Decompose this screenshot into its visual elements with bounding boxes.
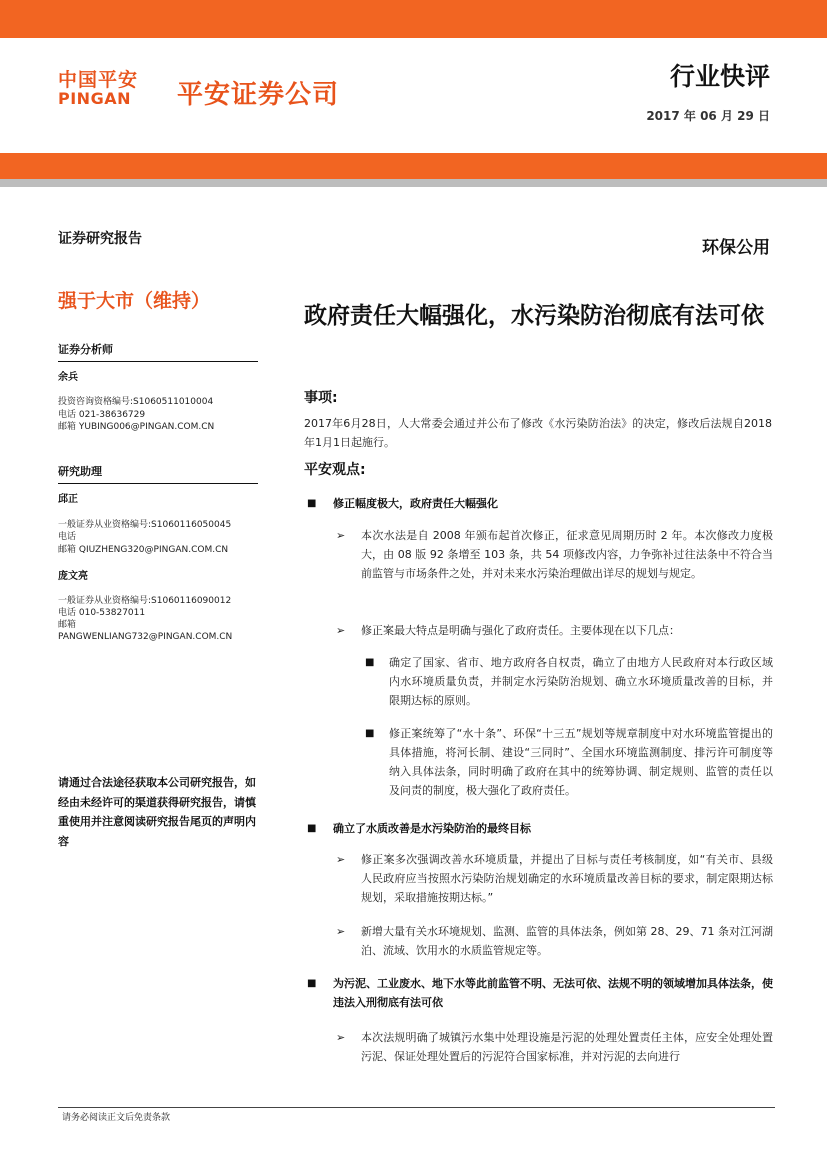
point-text: 修正案多次强调改善水环境质量，并提出了目标与责任考核制度，如“有关市、县级人民政府应当按照水污染防治规划确定的水环境质量改善目标的要求，制定限期达标规划，采取措施按期达标。”	[361, 853, 773, 904]
assistant-cert: 一般证券从业资格编号:S1060116050045	[58, 520, 232, 530]
matter-text: 2017年6月28日，人大常委会通过并公布了修改《水污染防治法》的决定，修改后法规自2018年1月1日起施行。	[304, 417, 772, 449]
analyst-phone: 电话 021-38636729	[58, 410, 146, 420]
square-bullet-icon: ■	[365, 657, 375, 668]
company-name: 平安证券公司	[177, 80, 340, 110]
section-title: 确立了水质改善是水污染防治的最终目标	[333, 822, 531, 835]
view-heading: 平安观点:	[304, 462, 366, 478]
report-date: 2017 年 06 月 29 日	[646, 109, 770, 123]
analyst-cert: 投资咨询资格编号:S1060511010004	[58, 397, 214, 407]
section-title: 为污泥、工业废水、地下水等此前监管不明、无法可依、法规不明的领域增加具体法条，使违法入刑彻底有法可依	[333, 977, 773, 1009]
arrow-bullet-icon: ➢	[336, 853, 346, 866]
square-bullet-icon: ■	[365, 728, 375, 739]
disclaimer: 请通过合法途径获取本公司研究报告，如经由未经许可的渠道获得研究报告，请慎重使用并注意阅读研究报告尾页的声明内容	[58, 776, 256, 848]
subpoint-text: 修正案统筹了“水十条”、环保“十三五”规划等规章制度中对水环境监管提出的具体措施，将河长制、建设“三同时”、全国水环境监测制度、排污许可制度等纳入具体法条，同时明确了政府在其中的统筹协调、制定规则、监管的责任以及问责的制度，极大强化了政府责任。	[389, 727, 773, 797]
arrow-bullet-icon: ➢	[336, 925, 346, 938]
report-type: 行业快评	[669, 62, 770, 91]
logo-english: PINGAN	[58, 89, 131, 108]
square-bullet-icon: ■	[307, 978, 317, 989]
arrow-bullet-icon: ➢	[336, 529, 346, 542]
assistant-email-label: 邮箱	[58, 620, 77, 630]
sector-label: 环保公用	[702, 238, 770, 258]
arrow-bullet-icon: ➢	[336, 1031, 346, 1044]
assistant-phone: 电话	[58, 532, 77, 542]
top-orange-band	[0, 0, 827, 38]
header-gray-bar	[0, 179, 827, 187]
assistant-email: 邮箱 QIUZHENG320@PINGAN.COM.CN	[58, 545, 229, 555]
assistant-cert: 一般证券从业资格编号:S1060116090012	[58, 596, 232, 606]
footer-divider	[58, 1107, 775, 1108]
assistant-heading: 研究助理	[58, 465, 258, 484]
section-title: 修正幅度极大，政府责任大幅强化	[333, 497, 498, 510]
footer-note: 请务必阅读正文后免责条款	[62, 1113, 171, 1123]
assistant-name: 庞文亮	[58, 571, 88, 582]
point-text: 修正案最大特点是明确与强化了政府责任。主要体现在以下几点：	[361, 624, 680, 637]
matter-heading: 事项:	[304, 390, 338, 406]
square-bullet-icon: ■	[307, 498, 317, 509]
report-title: 政府责任大幅强化，水污染防治彻底有法可依	[304, 303, 764, 329]
section-label: 证券研究报告	[58, 231, 142, 247]
point-text: 新增大量有关水环境规划、监测、监管的具体法条，例如第 28、29、71 条对江河湖泊、流域、饮用水的水质监管规定等。	[361, 925, 773, 957]
analyst-name: 余兵	[58, 372, 78, 383]
logo-chinese: 中国平安	[58, 69, 139, 91]
analyst-heading: 证券分析师	[58, 343, 258, 362]
subpoint-text: 确定了国家、省市、地方政府各自权责，确立了由地方人民政府对本行政区域内水环境质量负责，并制定水污染防治规划、确立水环境质量改善的目标，并限期达标的原则。	[389, 656, 773, 707]
arrow-bullet-icon: ➢	[336, 624, 346, 637]
header-orange-bar	[0, 153, 827, 179]
point-text: 本次水法是自 2008 年颁布起首次修正，征求意见周期历时 2 年。本次修改力度极大，由 08 版 92 条增至 103 条，共 54 项修改内容，力争弥补过往法条中不符合当前监管与市场条件之处，并对未来水污染治理做出详尽的规划与规定。	[361, 529, 773, 580]
assistant-phone: 电话 010-53827011	[58, 608, 146, 618]
point-text: 本次法规明确了城镇污水集中处理设施是污泥的处理处置责任主体，应安全处理处置污泥、保证处理处置后的污泥符合国家标准，并对污泥的去向进行	[361, 1031, 773, 1063]
rating: 强于大市（维持）	[58, 290, 211, 312]
analyst-email: 邮箱 YUBING006@PINGAN.COM.CN	[58, 422, 215, 432]
square-bullet-icon: ■	[307, 823, 317, 834]
assistant-name: 邱正	[58, 494, 78, 505]
assistant-email: PANGWENLIANG732@PINGAN.COM.CN	[58, 632, 233, 642]
